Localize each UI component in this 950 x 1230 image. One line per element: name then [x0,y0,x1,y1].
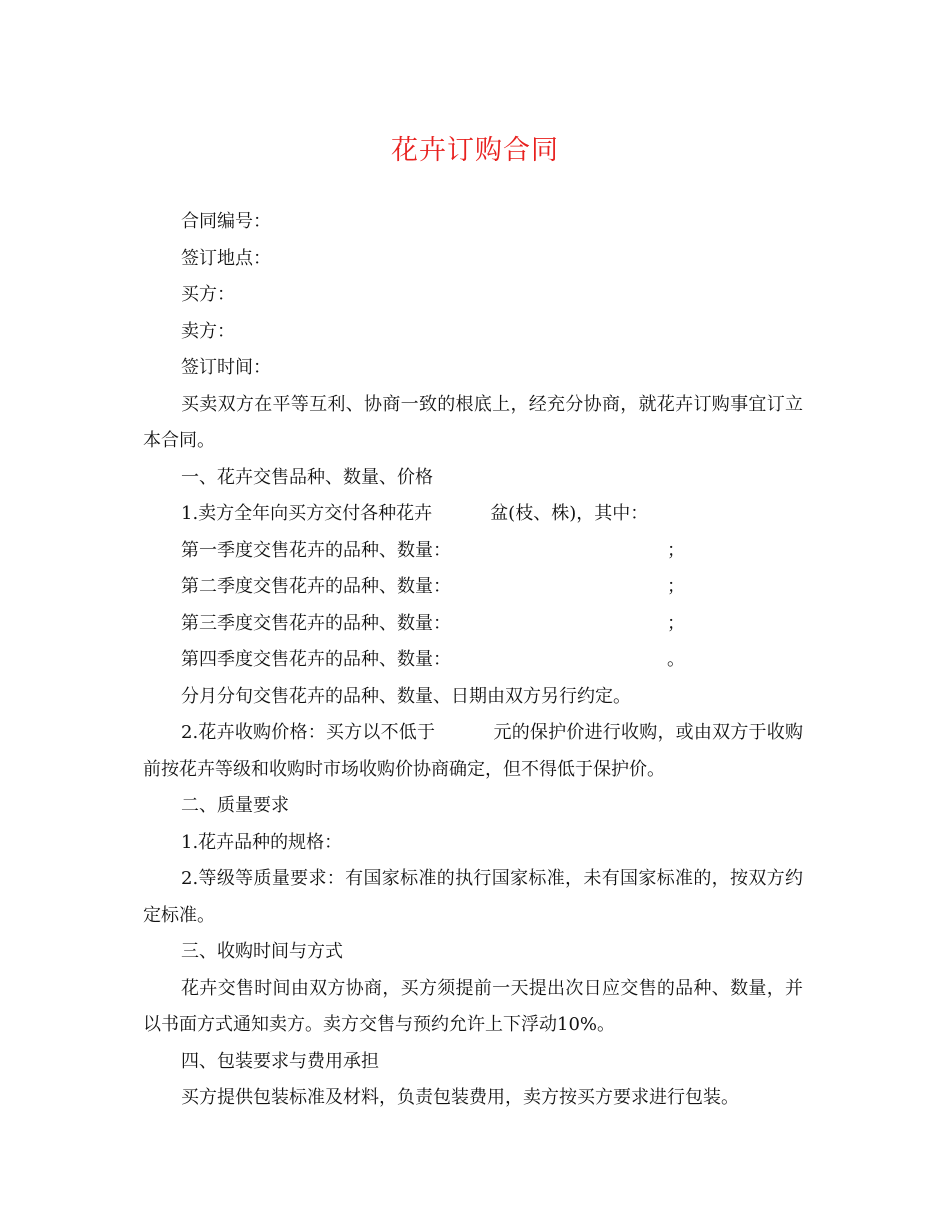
quarter-4-end: 。 [667,649,685,670]
section-1-item-1 [143,496,803,533]
section-2-heading: 二、质量要求 [181,795,289,816]
field-signing-date: 签订时间： [181,357,271,378]
quarter-4-line [143,642,803,679]
item-1-text-a: 1.卖方全年向买方交付各种花卉 [181,503,433,524]
section-4-heading: 四、包装要求与费用承担 [181,1050,379,1072]
quarter-2-line [143,569,803,606]
item-2-text-b: 元的保护价进行收购，或由双方于收购前按花卉等级和收购时市场收购价协商确定，但不得低于保护价。 [143,722,803,780]
monthly-delivery-note: 分月分旬交售花卉的品种、数量、日期由双方另行约定。 [181,685,631,707]
section-1-heading: 一、花卉交售品种、数量、价格 [181,466,433,488]
quarter-2-label: 第二季度交售花卉的品种、数量： [181,576,451,597]
section-1-item-2 [143,715,803,788]
section-3-text: 花卉交售时间由双方协商，买方须提前一天提出次日应交售的品种、数量，并以书面方式通知卖方。卖方交售与预约允许上下浮动10%。 [143,977,803,1035]
quarter-1-line [143,533,803,570]
item-2-text-a: 2.花卉收购价格：买方以不低于 [181,722,436,743]
quarter-1-end: ； [667,539,685,561]
field-signing-place: 签订地点： [181,247,271,269]
quarter-2-end: ； [667,576,685,597]
section-3-heading: 三、收购时间与方式 [181,941,343,962]
intro-paragraph: 买卖双方在平等互利、协商一致的根底上，经充分协商，就花卉订购事宜订立本合同。 [143,393,803,451]
quarter-3-label: 第三季度交售花卉的品种、数量： [181,612,451,634]
section-4-text: 买方提供包装标准及材料，负责包装费用，卖方按买方要求进行包装。 [181,1087,739,1108]
quarter-1-label: 第一季度交售花卉的品种、数量： [181,539,451,561]
quarter-4-label: 第四季度交售花卉的品种、数量： [181,649,451,670]
field-contract-no: 合同编号： [181,211,271,232]
section-2-item-2: 2.等级等质量要求：有国家标准的执行国家标准，未有国家标准的，按双方约定标准。 [143,868,803,926]
field-buyer: 买方： [181,284,235,305]
quarter-3-end: ； [667,612,685,634]
quarter-3-line [143,606,803,643]
field-seller: 卖方： [181,320,235,342]
document-title: 花卉订购合同 [391,135,559,166]
item-1-text-b: 盆(枝、株)，其中： [490,503,649,524]
section-2-item-1: 1.花卉品种的规格： [181,831,343,853]
document-body [143,204,803,1117]
